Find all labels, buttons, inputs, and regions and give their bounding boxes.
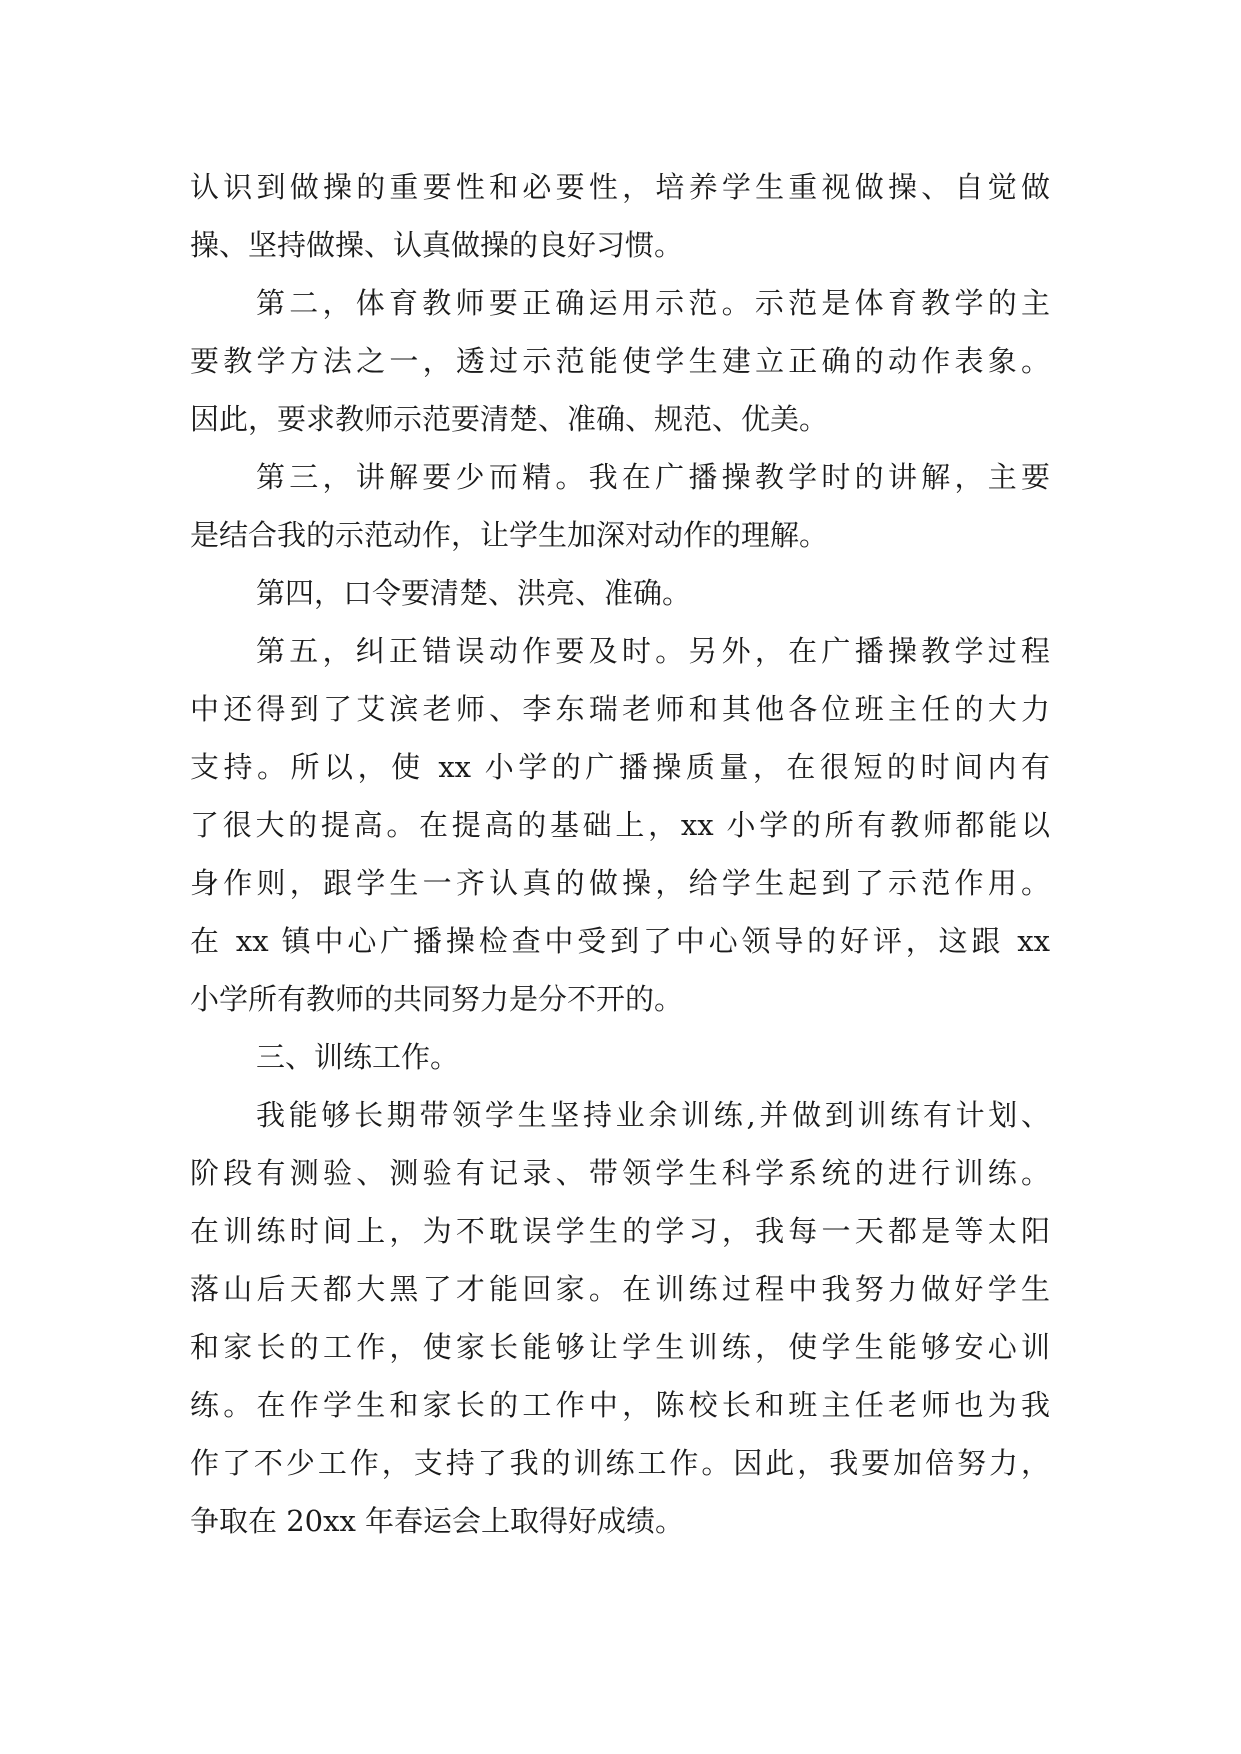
text-line: 第三，讲解要少而精。我在广播操教学时的讲解，主要	[256, 460, 1050, 494]
text-line: 是结合我的示范动作，让学生加深对动作的理解。	[190, 518, 829, 552]
text-line: 小学所有教师的共同努力是分不开的。	[190, 982, 684, 1016]
text-line: 操、坚持做操、认真做操的良好习惯。	[190, 228, 684, 262]
text-line: 第四，口令要清楚、洪亮、准确。	[256, 576, 692, 610]
section-heading: 三、训练工作。	[256, 1040, 460, 1074]
text-line: 第二，体育教师要正确运用示范。示范是体育教学的主	[256, 286, 1050, 320]
text-line: 支持。所以，使 xx 小学的广播操质量，在很短的时间内有	[190, 750, 1050, 784]
document-body	[190, 158, 1050, 1550]
text-line: 身作则，跟学生一齐认真的做操，给学生起到了示范作用。	[190, 866, 1050, 900]
text-line: 练。在作学生和家长的工作中，陈校长和班主任老师也为我	[190, 1388, 1050, 1422]
text-line: 认识到做操的重要性和必要性，培养学生重视做操、自觉做	[190, 170, 1050, 204]
text-line: 第五，纠正错误动作要及时。另外，在广播操教学过程	[256, 634, 1050, 668]
text-line: 因此，要求教师示范要清楚、准确、规范、优美。	[190, 402, 829, 436]
text-line: 我能够长期带领学生坚持业余训练,并做到训练有计划、	[256, 1098, 1050, 1132]
text-line: 了很大的提高。在提高的基础上，xx 小学的所有教师都能以	[190, 808, 1050, 842]
text-line: 争取在 20xx 年春运会上取得好成绩。	[190, 1504, 685, 1538]
text-line: 中还得到了艾滨老师、李东瑞老师和其他各位班主任的大力	[190, 692, 1050, 726]
text-line: 阶段有测验、测验有记录、带领学生科学系统的进行训练。	[190, 1156, 1050, 1190]
text-line: 作了不少工作，支持了我的训练工作。因此，我要加倍努力，	[190, 1446, 1050, 1480]
text-line: 在 xx 镇中心广播操检查中受到了中心领导的好评，这跟 xx	[190, 924, 1050, 958]
text-line: 在训练时间上，为不耽误学生的学习，我每一天都是等太阳	[190, 1214, 1050, 1248]
text-line: 要教学方法之一，透过示范能使学生建立正确的动作表象。	[190, 344, 1050, 378]
text-line: 落山后天都大黑了才能回家。在训练过程中我努力做好学生	[190, 1272, 1050, 1306]
text-line: 和家长的工作，使家长能够让学生训练，使学生能够安心训	[190, 1330, 1050, 1364]
